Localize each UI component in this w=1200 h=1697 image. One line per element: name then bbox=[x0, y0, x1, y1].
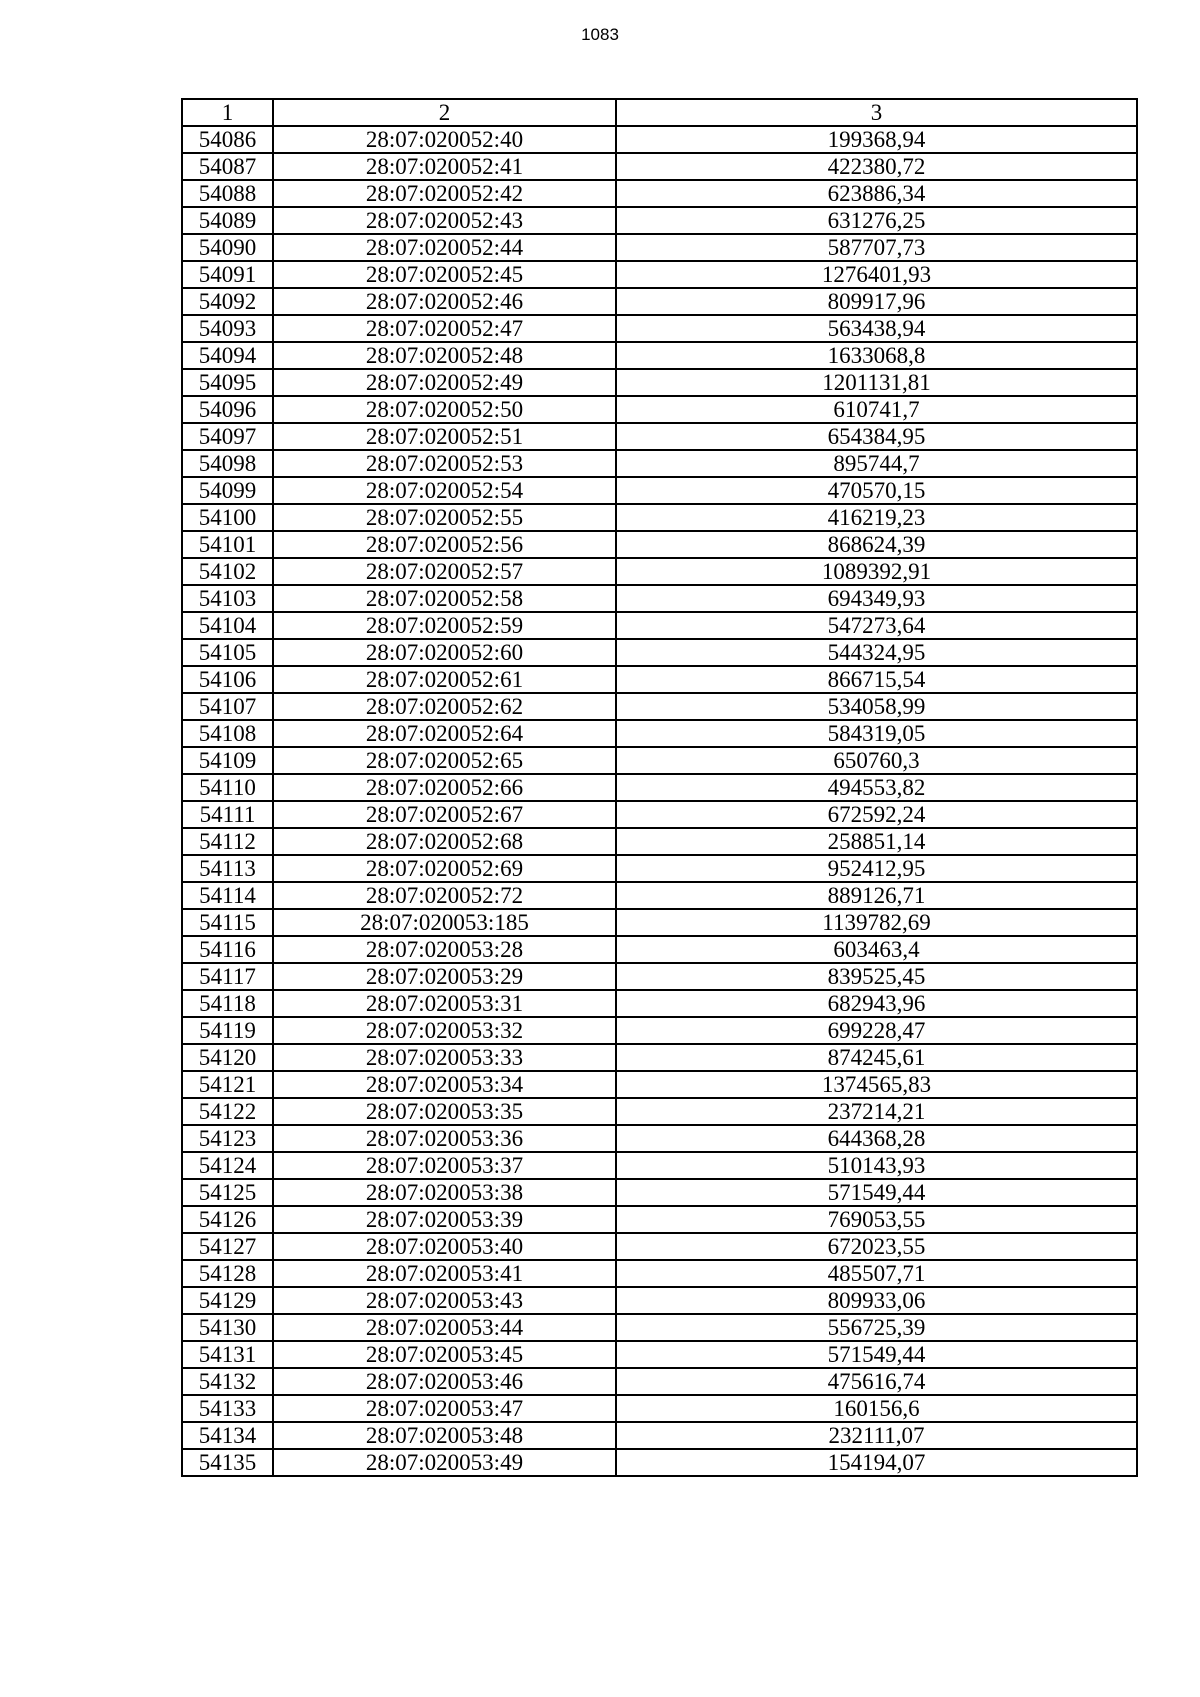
value-cell: 563438,94 bbox=[616, 315, 1137, 342]
cadastral-number-cell: 28:07:020053:49 bbox=[273, 1449, 616, 1476]
value-cell: 571549,44 bbox=[616, 1179, 1137, 1206]
table-row bbox=[182, 504, 1137, 531]
value-cell: 237214,21 bbox=[616, 1098, 1137, 1125]
row-number-cell: 54128 bbox=[182, 1260, 273, 1287]
cadastral-number-cell: 28:07:020052:64 bbox=[273, 720, 616, 747]
table-row bbox=[182, 315, 1137, 342]
row-number-cell: 54095 bbox=[182, 369, 273, 396]
table-row bbox=[182, 396, 1137, 423]
table-row bbox=[182, 234, 1137, 261]
page-number: 1083 bbox=[581, 25, 619, 44]
row-number-cell: 54112 bbox=[182, 828, 273, 855]
value-cell: 160156,6 bbox=[616, 1395, 1137, 1422]
value-cell: 547273,64 bbox=[616, 612, 1137, 639]
value-cell: 556725,39 bbox=[616, 1314, 1137, 1341]
value-cell: 874245,61 bbox=[616, 1044, 1137, 1071]
cadastral-number-cell: 28:07:020052:47 bbox=[273, 315, 616, 342]
table-row bbox=[182, 1044, 1137, 1071]
row-number-cell: 54123 bbox=[182, 1125, 273, 1152]
value-cell: 682943,96 bbox=[616, 990, 1137, 1017]
table-row bbox=[182, 990, 1137, 1017]
table-row bbox=[182, 639, 1137, 666]
cadastral-number-cell: 28:07:020052:56 bbox=[273, 531, 616, 558]
row-number-cell: 54111 bbox=[182, 801, 273, 828]
cadastral-number-cell: 28:07:020053:41 bbox=[273, 1260, 616, 1287]
value-cell: 470570,15 bbox=[616, 477, 1137, 504]
cadastral-number-cell: 28:07:020052:42 bbox=[273, 180, 616, 207]
table-row bbox=[182, 1449, 1137, 1476]
value-cell: 422380,72 bbox=[616, 153, 1137, 180]
value-cell: 416219,23 bbox=[616, 504, 1137, 531]
table-row bbox=[182, 1233, 1137, 1260]
row-number-cell: 54125 bbox=[182, 1179, 273, 1206]
cadastral-number-cell: 28:07:020053:43 bbox=[273, 1287, 616, 1314]
cadastral-number-cell: 28:07:020053:28 bbox=[273, 936, 616, 963]
data-table bbox=[181, 98, 1138, 1477]
table-row bbox=[182, 1395, 1137, 1422]
row-number-cell: 54129 bbox=[182, 1287, 273, 1314]
table-row bbox=[182, 747, 1137, 774]
cadastral-number-cell: 28:07:020053:36 bbox=[273, 1125, 616, 1152]
value-cell: 809933,06 bbox=[616, 1287, 1137, 1314]
cadastral-number-cell: 28:07:020052:40 bbox=[273, 126, 616, 153]
cadastral-number-cell: 28:07:020052:68 bbox=[273, 828, 616, 855]
table-header-row bbox=[182, 99, 1137, 126]
value-cell: 494553,82 bbox=[616, 774, 1137, 801]
cadastral-number-cell: 28:07:020053:44 bbox=[273, 1314, 616, 1341]
table-row bbox=[182, 612, 1137, 639]
value-cell: 769053,55 bbox=[616, 1206, 1137, 1233]
table-row bbox=[182, 1179, 1137, 1206]
cadastral-number-cell: 28:07:020053:34 bbox=[273, 1071, 616, 1098]
cadastral-number-cell: 28:07:020052:55 bbox=[273, 504, 616, 531]
table-row bbox=[182, 1152, 1137, 1179]
value-cell: 889126,71 bbox=[616, 882, 1137, 909]
table-row bbox=[182, 369, 1137, 396]
value-cell: 839525,45 bbox=[616, 963, 1137, 990]
row-number-cell: 54120 bbox=[182, 1044, 273, 1071]
value-cell: 1276401,93 bbox=[616, 261, 1137, 288]
row-number-cell: 54117 bbox=[182, 963, 273, 990]
cadastral-number-cell: 28:07:020053:38 bbox=[273, 1179, 616, 1206]
row-number-cell: 54097 bbox=[182, 423, 273, 450]
cadastral-number-cell: 28:07:020052:48 bbox=[273, 342, 616, 369]
table-row bbox=[182, 1368, 1137, 1395]
value-cell: 631276,25 bbox=[616, 207, 1137, 234]
value-cell: 623886,34 bbox=[616, 180, 1137, 207]
row-number-cell: 54124 bbox=[182, 1152, 273, 1179]
value-cell: 510143,93 bbox=[616, 1152, 1137, 1179]
table-row bbox=[182, 531, 1137, 558]
table-row bbox=[182, 342, 1137, 369]
cadastral-number-cell: 28:07:020052:54 bbox=[273, 477, 616, 504]
row-number-cell: 54132 bbox=[182, 1368, 273, 1395]
row-number-cell: 54110 bbox=[182, 774, 273, 801]
row-number-cell: 54099 bbox=[182, 477, 273, 504]
value-cell: 258851,14 bbox=[616, 828, 1137, 855]
table-row bbox=[182, 936, 1137, 963]
value-cell: 809917,96 bbox=[616, 288, 1137, 315]
row-number-cell: 54122 bbox=[182, 1098, 273, 1125]
value-cell: 650760,3 bbox=[616, 747, 1137, 774]
row-number-cell: 54090 bbox=[182, 234, 273, 261]
table-row bbox=[182, 477, 1137, 504]
table-body bbox=[182, 126, 1137, 1476]
value-cell: 1089392,91 bbox=[616, 558, 1137, 585]
row-number-cell: 54116 bbox=[182, 936, 273, 963]
row-number-cell: 54119 bbox=[182, 1017, 273, 1044]
cadastral-number-cell: 28:07:020052:41 bbox=[273, 153, 616, 180]
cadastral-number-cell: 28:07:020053:39 bbox=[273, 1206, 616, 1233]
table-row bbox=[182, 666, 1137, 693]
table-row bbox=[182, 207, 1137, 234]
cadastral-number-cell: 28:07:020052:46 bbox=[273, 288, 616, 315]
row-number-cell: 54109 bbox=[182, 747, 273, 774]
cadastral-number-cell: 28:07:020053:31 bbox=[273, 990, 616, 1017]
cadastral-number-cell: 28:07:020052:44 bbox=[273, 234, 616, 261]
table-row bbox=[182, 963, 1137, 990]
table-row bbox=[182, 585, 1137, 612]
table-row bbox=[182, 1314, 1137, 1341]
column-header-2: 2 bbox=[273, 99, 616, 126]
value-cell: 485507,71 bbox=[616, 1260, 1137, 1287]
value-cell: 534058,99 bbox=[616, 693, 1137, 720]
row-number-cell: 54086 bbox=[182, 126, 273, 153]
cadastral-number-cell: 28:07:020053:33 bbox=[273, 1044, 616, 1071]
table-row bbox=[182, 1098, 1137, 1125]
cadastral-number-cell: 28:07:020053:35 bbox=[273, 1098, 616, 1125]
row-number-cell: 54108 bbox=[182, 720, 273, 747]
value-cell: 1201131,81 bbox=[616, 369, 1137, 396]
value-cell: 584319,05 bbox=[616, 720, 1137, 747]
value-cell: 1633068,8 bbox=[616, 342, 1137, 369]
value-cell: 154194,07 bbox=[616, 1449, 1137, 1476]
row-number-cell: 54091 bbox=[182, 261, 273, 288]
row-number-cell: 54115 bbox=[182, 909, 273, 936]
cadastral-number-cell: 28:07:020052:69 bbox=[273, 855, 616, 882]
table-row bbox=[182, 1071, 1137, 1098]
cadastral-number-cell: 28:07:020053:40 bbox=[273, 1233, 616, 1260]
cadastral-number-cell: 28:07:020052:72 bbox=[273, 882, 616, 909]
row-number-cell: 54105 bbox=[182, 639, 273, 666]
row-number-cell: 54107 bbox=[182, 693, 273, 720]
table-row bbox=[182, 180, 1137, 207]
table-row bbox=[182, 423, 1137, 450]
cadastral-number-cell: 28:07:020052:59 bbox=[273, 612, 616, 639]
cadastral-number-cell: 28:07:020052:45 bbox=[273, 261, 616, 288]
column-header-3: 3 bbox=[616, 99, 1137, 126]
cadastral-number-cell: 28:07:020052:50 bbox=[273, 396, 616, 423]
cadastral-number-cell: 28:07:020053:32 bbox=[273, 1017, 616, 1044]
value-cell: 868624,39 bbox=[616, 531, 1137, 558]
value-cell: 475616,74 bbox=[616, 1368, 1137, 1395]
cadastral-number-cell: 28:07:020052:61 bbox=[273, 666, 616, 693]
table-row bbox=[182, 1341, 1137, 1368]
value-cell: 232111,07 bbox=[616, 1422, 1137, 1449]
cadastral-number-cell: 28:07:020052:57 bbox=[273, 558, 616, 585]
table-row bbox=[182, 774, 1137, 801]
row-number-cell: 54121 bbox=[182, 1071, 273, 1098]
table-row bbox=[182, 558, 1137, 585]
value-cell: 544324,95 bbox=[616, 639, 1137, 666]
value-cell: 603463,4 bbox=[616, 936, 1137, 963]
table-header bbox=[182, 99, 1137, 126]
row-number-cell: 54134 bbox=[182, 1422, 273, 1449]
value-cell: 672592,24 bbox=[616, 801, 1137, 828]
row-number-cell: 54093 bbox=[182, 315, 273, 342]
row-number-cell: 54106 bbox=[182, 666, 273, 693]
cadastral-number-cell: 28:07:020053:37 bbox=[273, 1152, 616, 1179]
cadastral-number-cell: 28:07:020053:47 bbox=[273, 1395, 616, 1422]
row-number-cell: 54130 bbox=[182, 1314, 273, 1341]
table-row bbox=[182, 855, 1137, 882]
table-row bbox=[182, 909, 1137, 936]
cadastral-number-cell: 28:07:020052:49 bbox=[273, 369, 616, 396]
value-cell: 571549,44 bbox=[616, 1341, 1137, 1368]
row-number-cell: 54133 bbox=[182, 1395, 273, 1422]
table-row bbox=[182, 720, 1137, 747]
cadastral-number-cell: 28:07:020052:62 bbox=[273, 693, 616, 720]
row-number-cell: 54087 bbox=[182, 153, 273, 180]
value-cell: 199368,94 bbox=[616, 126, 1137, 153]
value-cell: 644368,28 bbox=[616, 1125, 1137, 1152]
table-row bbox=[182, 828, 1137, 855]
row-number-cell: 54127 bbox=[182, 1233, 273, 1260]
row-number-cell: 54131 bbox=[182, 1341, 273, 1368]
cadastral-number-cell: 28:07:020052:60 bbox=[273, 639, 616, 666]
value-cell: 699228,47 bbox=[616, 1017, 1137, 1044]
row-number-cell: 54113 bbox=[182, 855, 273, 882]
value-cell: 1139782,69 bbox=[616, 909, 1137, 936]
table-row bbox=[182, 153, 1137, 180]
cadastral-number-cell: 28:07:020053:45 bbox=[273, 1341, 616, 1368]
row-number-cell: 54094 bbox=[182, 342, 273, 369]
table-row bbox=[182, 126, 1137, 153]
cadastral-number-cell: 28:07:020053:29 bbox=[273, 963, 616, 990]
row-number-cell: 54088 bbox=[182, 180, 273, 207]
table-row bbox=[182, 1125, 1137, 1152]
cadastral-number-cell: 28:07:020052:51 bbox=[273, 423, 616, 450]
cadastral-number-cell: 28:07:020052:43 bbox=[273, 207, 616, 234]
value-cell: 654384,95 bbox=[616, 423, 1137, 450]
table-row bbox=[182, 1017, 1137, 1044]
value-cell: 866715,54 bbox=[616, 666, 1137, 693]
value-cell: 895744,7 bbox=[616, 450, 1137, 477]
value-cell: 672023,55 bbox=[616, 1233, 1137, 1260]
value-cell: 1374565,83 bbox=[616, 1071, 1137, 1098]
table-row bbox=[182, 1206, 1137, 1233]
row-number-cell: 54089 bbox=[182, 207, 273, 234]
row-number-cell: 54126 bbox=[182, 1206, 273, 1233]
row-number-cell: 54114 bbox=[182, 882, 273, 909]
cadastral-number-cell: 28:07:020052:58 bbox=[273, 585, 616, 612]
table-row bbox=[182, 288, 1137, 315]
table-row bbox=[182, 693, 1137, 720]
value-cell: 587707,73 bbox=[616, 234, 1137, 261]
row-number-cell: 54118 bbox=[182, 990, 273, 1017]
value-cell: 952412,95 bbox=[616, 855, 1137, 882]
row-number-cell: 54102 bbox=[182, 558, 273, 585]
cadastral-number-cell: 28:07:020052:53 bbox=[273, 450, 616, 477]
table-row bbox=[182, 801, 1137, 828]
row-number-cell: 54096 bbox=[182, 396, 273, 423]
cadastral-number-cell: 28:07:020052:67 bbox=[273, 801, 616, 828]
table-row bbox=[182, 1422, 1137, 1449]
cadastral-number-cell: 28:07:020052:66 bbox=[273, 774, 616, 801]
cadastral-number-cell: 28:07:020052:65 bbox=[273, 747, 616, 774]
row-number-cell: 54103 bbox=[182, 585, 273, 612]
column-header-1: 1 bbox=[182, 99, 273, 126]
table-row bbox=[182, 882, 1137, 909]
value-cell: 610741,7 bbox=[616, 396, 1137, 423]
table-row bbox=[182, 261, 1137, 288]
row-number-cell: 54100 bbox=[182, 504, 273, 531]
cadastral-number-cell: 28:07:020053:48 bbox=[273, 1422, 616, 1449]
table-row bbox=[182, 1287, 1137, 1314]
table-row bbox=[182, 1260, 1137, 1287]
row-number-cell: 54135 bbox=[182, 1449, 273, 1476]
row-number-cell: 54092 bbox=[182, 288, 273, 315]
cadastral-number-cell: 28:07:020053:185 bbox=[273, 909, 616, 936]
row-number-cell: 54101 bbox=[182, 531, 273, 558]
value-cell: 694349,93 bbox=[616, 585, 1137, 612]
table-row bbox=[182, 450, 1137, 477]
row-number-cell: 54098 bbox=[182, 450, 273, 477]
cadastral-number-cell: 28:07:020053:46 bbox=[273, 1368, 616, 1395]
row-number-cell: 54104 bbox=[182, 612, 273, 639]
